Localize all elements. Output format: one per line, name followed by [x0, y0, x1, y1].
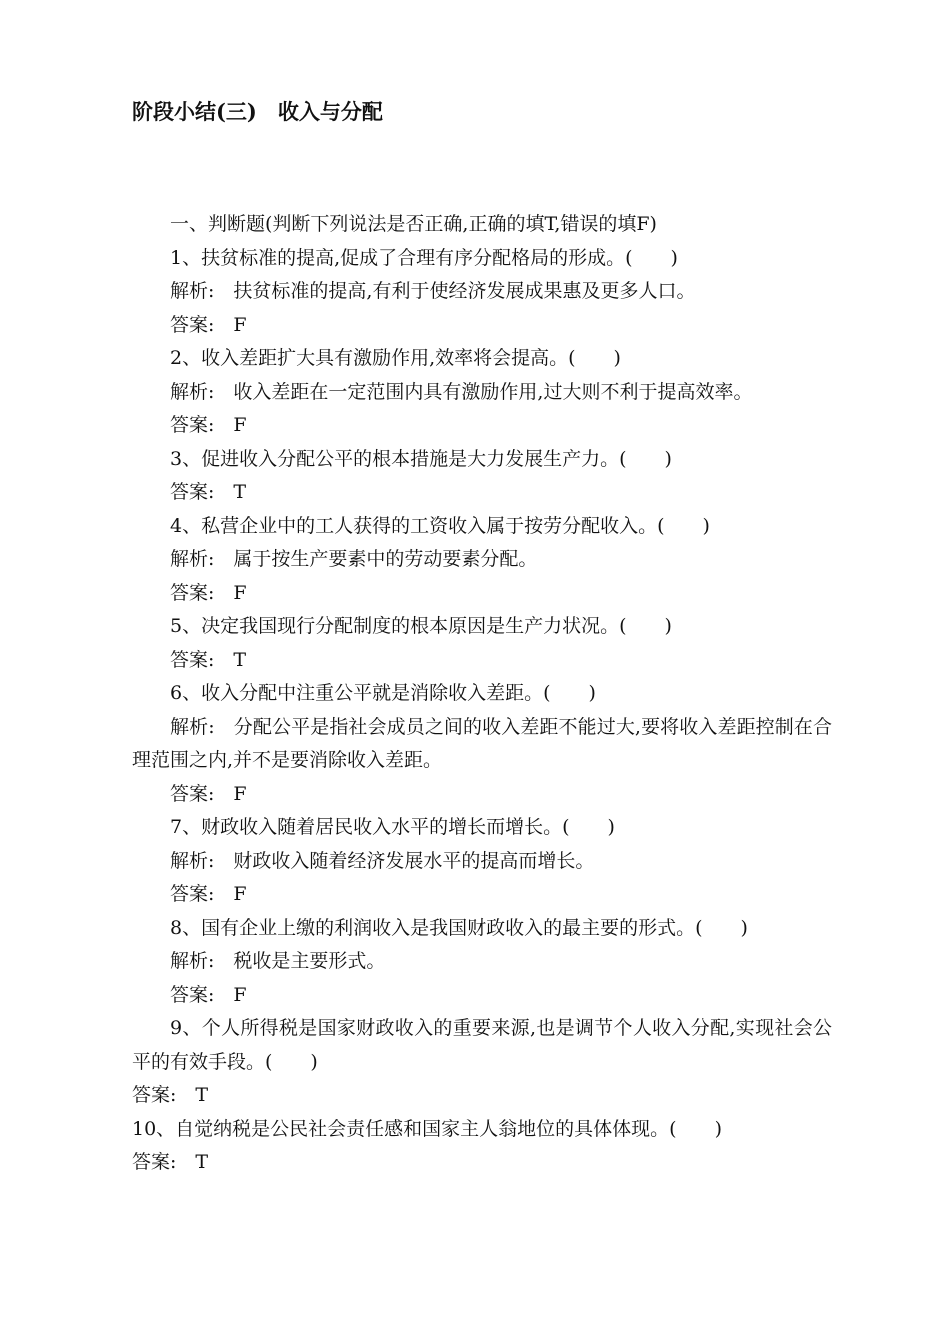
- question-1: 1、扶贫标准的提高,促成了合理有序分配格局的形成。( ): [170, 246, 678, 269]
- question-10: 10、自觉纳税是公民社会责任感和国家主人翁地位的具体体现。( ): [132, 1117, 723, 1140]
- analysis-6: 解析: 分配公平是指社会成员之间的收入差距不能过大,要将收入差距控制在合理范围之内,并不是要消除收入差距。: [132, 715, 832, 771]
- answer-6: 答案: F: [170, 782, 247, 805]
- question-2: 2、收入差距扩大具有激励作用,效率将会提高。( ): [170, 347, 621, 369]
- page-title: 阶段小结(三) 收入与分配: [132, 99, 383, 124]
- answer-5: 答案: T: [170, 648, 247, 671]
- answer-1: 答案: F: [170, 313, 247, 336]
- answer-3: 答案: T: [170, 481, 247, 503]
- answer-10: 答案: T: [132, 1151, 209, 1173]
- analysis-8: 解析: 税收是主要形式。: [170, 950, 386, 972]
- question-8: 8、国有企业上缴的利润收入是我国财政收入的最主要的形式。( ): [170, 916, 748, 939]
- answer-8: 答案: F: [170, 983, 247, 1006]
- answer-2: 答案: F: [170, 414, 247, 436]
- question-4: 4、私营企业中的工人获得的工资收入属于按劳分配收入。( ): [170, 514, 710, 537]
- analysis-7: 解析: 财政收入随着经济发展水平的提高而增长。: [170, 849, 595, 872]
- question-list: [132, 208, 832, 1180]
- question-6: 6、收入分配中注重公平就是消除收入差距。( ): [170, 682, 596, 704]
- question-5: 5、决定我国现行分配制度的根本原因是生产力状况。( ): [170, 615, 672, 637]
- analysis-1: 解析: 扶贫标准的提高,有利于使经济发展成果惠及更多人口。: [170, 280, 696, 302]
- section-heading: 一、判断题(判断下列说法是否正确,正确的填T,错误的填F): [170, 213, 657, 235]
- question-3: 3、促进收入分配公平的根本措施是大力发展生产力。( ): [170, 447, 672, 470]
- question-9: 9、个人所得税是国家财政收入的重要来源,也是调节个人收入分配,实现社会公平的有效手段。( ): [132, 1017, 832, 1073]
- analysis-4: 解析: 属于按生产要素中的劳动要素分配。: [170, 548, 538, 570]
- answer-4: 答案: F: [170, 581, 247, 604]
- analysis-2: 解析: 收入差距在一定范围内具有激励作用,过大则不利于提高效率。: [170, 380, 753, 403]
- question-7: 7、财政收入随着居民收入水平的增长而增长。( ): [170, 816, 615, 838]
- answer-7: 答案: F: [170, 883, 247, 905]
- answer-9: 答案: T: [132, 1084, 209, 1106]
